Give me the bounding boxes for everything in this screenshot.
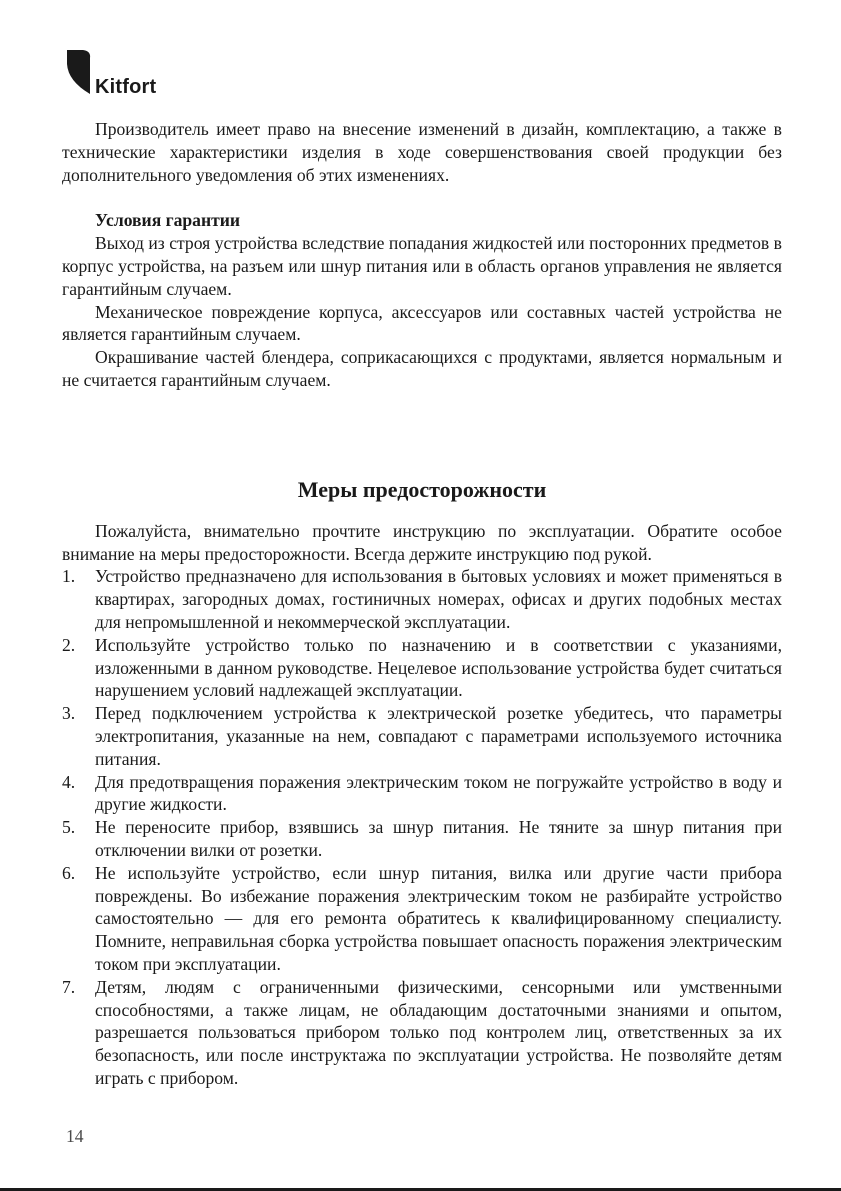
item-text: Используйте устройство только по назначению и в соответствии с указаниями, изложенными в данном руководстве. Нецелевое использование устройства будет считаться нарушением условий надлежащей эксплуатации. (95, 634, 782, 701)
item-text: Не используйте устройство, если шнур питания, вилка или другие части прибора повреждены. Во избежание поражения электрическим током не разбирайте устройство самостоятельно — для его ремонта обратитесь к квалифицированному специалисту. Помните, неправильная сборка устройства повышает опасность поражения электрическим током при эксплуатации. (95, 862, 782, 974)
precaution-item (62, 862, 782, 976)
item-text: Для предотвращения поражения электрическим током не погружайте устройство в воду и другие жидкости. (95, 771, 782, 815)
item-number: 7. (62, 976, 76, 997)
precautions-intro: Пожалуйста, внимательно прочтите инструкцию по эксплуатации. Обратите особое внимание на меры предосторожности. Всегда держите инструкцию под рукой. (62, 520, 782, 564)
brand-name: Kitfort (95, 76, 157, 98)
item-number: 5. (62, 817, 76, 838)
precautions-list (62, 565, 782, 1089)
precautions-title: Меры предосторожности (297, 476, 547, 502)
item-text: Не переносите прибор, взявшись за шнур питания. Не тяните за шнур питания при отключении вилки от розетки. (95, 817, 782, 860)
precaution-item (62, 771, 782, 817)
item-number: 1. (62, 566, 76, 587)
intro-paragraph: Производитель имеет право на внесение изменений в дизайн, комплектацию, а также в технические характеристики изделия в ходе совершенствования своей продукции без дополнительного уведомления об этих изменениях. (62, 119, 782, 185)
page-content (62, 118, 782, 1090)
item-text: Перед подключением устройства к электрической розетке убедитесь, что параметры электропитания, указанные на нем, совпадают с параметрами используемого источника питания. (95, 703, 782, 769)
precaution-item (62, 565, 782, 633)
warranty-paragraph: Механическое повреждение корпуса, аксессуаров или составных частей устройства не является гарантийным случаем. (62, 301, 782, 345)
warranty-paragraph: Выход из строя устройства вследствие попадания жидкостей или посторонних предметов в корпус устройства, на разъем или шнур питания или в область органов управления не является гарантийным случаем. (62, 233, 782, 299)
precaution-item (62, 976, 782, 1090)
item-text: Детям, людям с ограниченными физическими, сенсорными или умственными способностями, а также лицам, не обладающим достаточными знаниями и опытом, разрешается пользоваться прибором только под контролем лиц, ответственных за их безопасность, или после инструктажа по эксплуатации устройства. Не позволяйте детям играть с прибором. (95, 976, 782, 1088)
page-number: 14 (66, 1126, 84, 1146)
item-number: 4. (62, 771, 76, 792)
precaution-item (62, 702, 782, 770)
precaution-item (62, 634, 782, 702)
warranty-heading: Условия гарантии (95, 210, 241, 231)
item-text: Устройство предназначено для использования в бытовых условиях и может применяться в квартирах, загородных домах, гостиничных номерах, офисах и других подобных местах для непромышленной и некоммерческой эксплуатации. (95, 566, 782, 632)
item-number: 6. (62, 862, 76, 883)
precaution-item (62, 816, 782, 862)
item-number: 3. (62, 703, 76, 724)
item-number: 2. (62, 634, 76, 655)
warranty-paragraph: Окрашивание частей блендера, соприкасающихся с продуктами, является нормальным и не считается гарантийным случаем. (62, 347, 782, 390)
